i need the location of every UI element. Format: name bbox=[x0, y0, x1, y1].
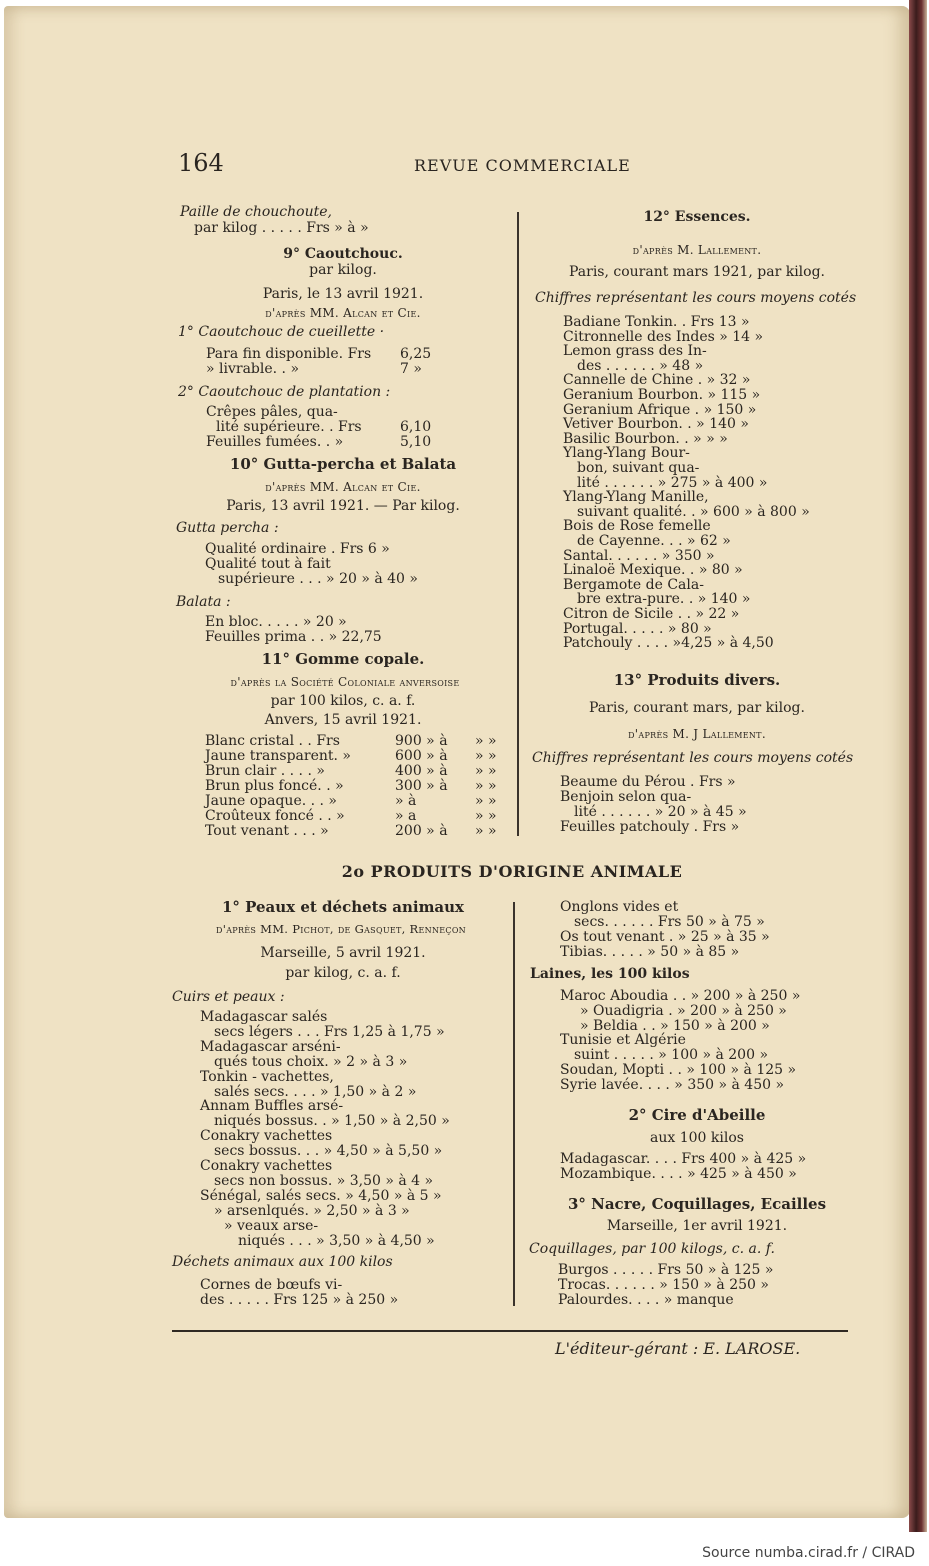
essences-title: 12° Essences. bbox=[643, 209, 751, 225]
laines-title-text: Laines, les 100 kilos bbox=[530, 966, 690, 982]
list-item: lité . . . . . . » 275 » à 400 » bbox=[577, 474, 768, 491]
section2-heading: 2o PRODUITS D'ORIGINE ANIMALE bbox=[341, 862, 683, 881]
cire-unit: aux 100 kilos bbox=[650, 1130, 744, 1146]
gomme-date: Anvers, 15 avril 1921. bbox=[264, 712, 422, 728]
list-item: Annam Buffles arsé- bbox=[200, 1098, 344, 1115]
list-value: » » bbox=[475, 823, 497, 839]
list-item: » livrable. . » bbox=[206, 361, 300, 377]
list-item: Palourdes. . . . » manque bbox=[558, 1291, 734, 1308]
peaux-source: d'après MM. Pichot, de Gasquet, Renneçon bbox=[216, 922, 466, 936]
list-item: Madagascar. . . . Frs 400 » à 425 » bbox=[560, 1151, 807, 1167]
list-item: Onglons vides et bbox=[560, 899, 679, 915]
caoutchouc-title: 9° Caoutchouc. bbox=[283, 246, 403, 262]
essences-source: d'après M. Lallement. bbox=[632, 243, 762, 257]
list-item: Os tout venant . » 25 » à 35 » bbox=[560, 929, 770, 945]
list-item: secs légers . . . Frs 1,25 à 1,75 » bbox=[214, 1023, 445, 1040]
list-item: Benjoin selon qua- bbox=[560, 789, 692, 805]
list-item: Tibias. . . . . » 50 » à 85 » bbox=[560, 944, 740, 960]
list-item: En bloc. . . . . » 20 » bbox=[205, 614, 347, 630]
dechets-sub: Déchets animaux aux 100 kilos bbox=[172, 1254, 393, 1270]
list-item: Bergamote de Cala- bbox=[563, 576, 704, 593]
list-item: supérieure . . . » 20 » à 40 » bbox=[218, 571, 418, 587]
column-divider-2 bbox=[513, 902, 515, 1306]
list-item: bon, suivant qua- bbox=[577, 460, 700, 476]
list-item: Syrie lavée. . . . » 350 » à 450 » bbox=[560, 1076, 785, 1093]
list-item: Patchouly . . . . »4,25 » à 4,50 bbox=[563, 635, 774, 652]
list-item: Feuilles prima . . » 22,75 bbox=[205, 629, 382, 645]
list-value: » » bbox=[475, 808, 497, 824]
list-item: Citronnelle des Indes » 14 » bbox=[563, 328, 764, 345]
list-item: niqués bossus. . » 1,50 » à 2,50 » bbox=[214, 1113, 450, 1130]
list-value: » a bbox=[395, 808, 417, 824]
list-item: salés secs. . . . » 1,50 » à 2 » bbox=[214, 1083, 417, 1100]
editor-text: L'éditeur-gérant : E. LAROSE. bbox=[555, 1339, 801, 1358]
footer-rule bbox=[172, 1330, 848, 1332]
gomme-title: 11° Gomme copale. bbox=[261, 650, 425, 668]
produits-title: 13° Produits divers. bbox=[613, 671, 781, 689]
list-item: de Cayenne. . . » 62 » bbox=[577, 533, 731, 549]
list-item: bre extra-pure. . » 140 » bbox=[577, 591, 751, 608]
balata-sub: Balata : bbox=[176, 594, 231, 610]
list-item: Burgos . . . . . Frs 50 » à 125 » bbox=[558, 1262, 774, 1278]
list-item: Sénégal, salés secs. » 4,50 » à 5 » bbox=[200, 1187, 442, 1204]
source-credit: Source numba.cirad.fr / CIRAD bbox=[702, 1545, 915, 1561]
list-item: Brun clair . . . . » bbox=[205, 763, 325, 779]
column-divider bbox=[517, 212, 519, 836]
list-item: Tout venant . . . » bbox=[205, 823, 329, 839]
nacre-date: Marseille, 1er avril 1921. bbox=[606, 1218, 788, 1234]
list-item: » Beldia . . » 150 » à 200 » bbox=[580, 1017, 770, 1034]
peaux-sub1: Cuirs et peaux : bbox=[172, 989, 285, 1005]
list-item: » veaux arse- bbox=[224, 1217, 319, 1234]
list-item: Qualité ordinaire . Frs 6 » bbox=[205, 541, 390, 557]
produits-note: Chiffres représentant les cours moyens cotés bbox=[532, 750, 854, 766]
list-item: Croûteux foncé . . » bbox=[205, 808, 345, 824]
list-value: 7 » bbox=[400, 361, 422, 377]
list-item: Feuilles patchouly . Frs » bbox=[560, 819, 740, 835]
list-item: Tonkin - vachettes, bbox=[200, 1068, 334, 1085]
list-item: Badiane Tonkin. . Frs 13 » bbox=[563, 314, 750, 330]
list-item: Maroc Aboudia . . » 200 » à 250 » bbox=[560, 988, 801, 1004]
laines-title bbox=[530, 967, 690, 982]
list-item: Portugal. . . . . » 80 » bbox=[563, 620, 712, 637]
list-value: 400 » à bbox=[395, 763, 448, 779]
list-item: Lemon grass des In- bbox=[563, 343, 707, 360]
list-item: Tunisie et Algérie bbox=[560, 1032, 686, 1049]
produits-date: Paris, courant mars, par kilog. bbox=[589, 700, 805, 716]
editor-line bbox=[555, 1341, 800, 1356]
list-item: » arsenlqués. » 2,50 » à 3 » bbox=[214, 1202, 410, 1219]
list-item: niqués . . . » 3,50 » à 4,50 » bbox=[238, 1232, 435, 1249]
paille-line: par kilog . . . . . Frs » à » bbox=[194, 220, 369, 236]
gomme-unit: par 100 kilos, c. a. f. bbox=[270, 693, 416, 709]
list-item: lité . . . . . . » 20 » à 45 » bbox=[574, 804, 747, 820]
list-item: Madagascar arséni- bbox=[200, 1038, 341, 1055]
list-value: 6,10 bbox=[400, 419, 432, 435]
list-value: » » bbox=[475, 733, 497, 749]
list-item: Bois de Rose femelle bbox=[563, 518, 711, 535]
list-item: Mozambique. . . . » 425 » à 450 » bbox=[560, 1166, 797, 1182]
list-item: Ylang-Ylang Bour- bbox=[563, 445, 690, 462]
list-item: Feuilles fumées. . » bbox=[206, 434, 344, 450]
page-number: 164 bbox=[178, 149, 224, 177]
list-item: des . . . . . . » 48 » bbox=[577, 357, 704, 374]
book-edge bbox=[909, 0, 927, 1540]
peaux-title: 1° Peaux et déchets animaux bbox=[221, 898, 465, 916]
nacre-title: 3° Nacre, Coquillages, Ecailles bbox=[567, 1195, 827, 1213]
list-value: 900 » à bbox=[395, 733, 448, 749]
list-item: Qualité tout à fait bbox=[205, 556, 331, 572]
list-item: suivant qualité. . » 600 » à 800 » bbox=[577, 503, 810, 520]
list-item: Trocas. . . . . . » 150 » à 250 » bbox=[558, 1276, 769, 1293]
caoutchouc-source: d'après MM. Alcan et Cie. bbox=[265, 306, 421, 320]
list-item: Basilic Bourbon. . » » » bbox=[563, 430, 728, 447]
gutta-sub1: Gutta percha : bbox=[176, 520, 279, 536]
list-item: Beaume du Pérou . Frs » bbox=[560, 774, 736, 790]
gutta-source: d'après MM. Alcan et Cie. bbox=[265, 480, 421, 494]
list-item: Madagascar salés bbox=[200, 1009, 328, 1025]
list-item: secs non bossus. » 3,50 » à 4 » bbox=[214, 1172, 434, 1189]
caoutchouc-date: Paris, le 13 avril 1921. bbox=[262, 286, 424, 302]
list-item: Santal. . . . . . » 350 » bbox=[563, 547, 715, 564]
list-value: 6,25 bbox=[400, 346, 432, 362]
list-item: Jaune opaque. . . » bbox=[205, 793, 337, 809]
list-item: Jaune transparent. » bbox=[205, 748, 351, 764]
list-value: 300 » à bbox=[395, 778, 448, 794]
list-item: Linaloë Mexique. . » 80 » bbox=[563, 562, 743, 579]
list-item: Blanc cristal . . Frs bbox=[205, 733, 340, 749]
list-item: Soudan, Mopti . . » 100 » à 125 » bbox=[560, 1062, 797, 1078]
running-title: REVUE COMMERCIALE bbox=[414, 156, 631, 175]
essences-note: Chiffres représentant les cours moyens cotés bbox=[535, 290, 857, 306]
cire-title: 2° Cire d'Abeille bbox=[628, 1106, 766, 1124]
coquillages-sub: Coquillages, par 100 kilogs, c. a. f. bbox=[529, 1241, 775, 1257]
list-item: secs. . . . . . Frs 50 » à 75 » bbox=[574, 914, 765, 930]
list-item: » Ouadigria . » 200 » à 250 » bbox=[580, 1002, 787, 1019]
list-item: Geranium Bourbon. » 115 » bbox=[563, 387, 761, 403]
peaux-unit: par kilog, c. a. f. bbox=[285, 965, 401, 981]
caoutchouc-sub1: 1° Caoutchouc de cueillette · bbox=[178, 324, 385, 340]
list-value: 200 » à bbox=[395, 823, 448, 839]
list-item: Citron de Sicile . . » 22 » bbox=[563, 606, 740, 622]
list-item: Brun plus foncé. . » bbox=[205, 778, 344, 794]
produits-source: d'après M. J Lallement. bbox=[628, 727, 766, 741]
gomme-source: d'après la Société Coloniale anversoise bbox=[230, 675, 460, 689]
list-item: Cannelle de Chine . » 32 » bbox=[563, 372, 751, 389]
paille-title: Paille de chouchoute, bbox=[180, 204, 332, 220]
list-item: Para fin disponible. Frs bbox=[206, 346, 372, 362]
list-item: Crêpes pâles, qua- bbox=[206, 404, 338, 420]
list-value: 600 » à bbox=[395, 748, 448, 764]
list-item: lité supérieure. . Frs bbox=[216, 419, 362, 435]
caoutchouc-sub2: 2° Caoutchouc de plantation : bbox=[178, 384, 391, 400]
list-value: » » bbox=[475, 778, 497, 794]
list-value: » » bbox=[475, 793, 497, 809]
essences-date: Paris, courant mars 1921, par kilog. bbox=[568, 264, 826, 280]
list-item: Ylang-Ylang Manille, bbox=[563, 489, 709, 506]
list-item: des . . . . . Frs 125 » à 250 » bbox=[200, 1292, 399, 1308]
peaux-date: Marseille, 5 avril 1921. bbox=[260, 945, 426, 961]
list-value: » » bbox=[475, 763, 497, 779]
list-item: Vetiver Bourbon. . » 140 » bbox=[563, 416, 749, 433]
list-value: 5,10 bbox=[400, 434, 432, 450]
gutta-title: 10° Gutta-percha et Balata bbox=[229, 455, 457, 473]
list-item: Cornes de bœufs vi- bbox=[200, 1277, 343, 1293]
list-item: qués tous choix. » 2 » à 3 » bbox=[214, 1053, 408, 1070]
caoutchouc-unit: par kilog. bbox=[309, 262, 377, 278]
list-value: » à bbox=[395, 793, 417, 809]
list-item: suint . . . . . » 100 » à 200 » bbox=[574, 1047, 769, 1064]
list-item: Conakry vachettes bbox=[200, 1158, 333, 1174]
list-item: Geranium Afrique . » 150 » bbox=[563, 401, 757, 418]
list-value: » » bbox=[475, 748, 497, 764]
list-item: secs bossus. . . » 4,50 » à 5,50 » bbox=[214, 1143, 443, 1160]
gutta-date: Paris, 13 avril 1921. — Par kilog. bbox=[226, 498, 460, 514]
list-item: Conakry vachettes bbox=[200, 1128, 333, 1145]
